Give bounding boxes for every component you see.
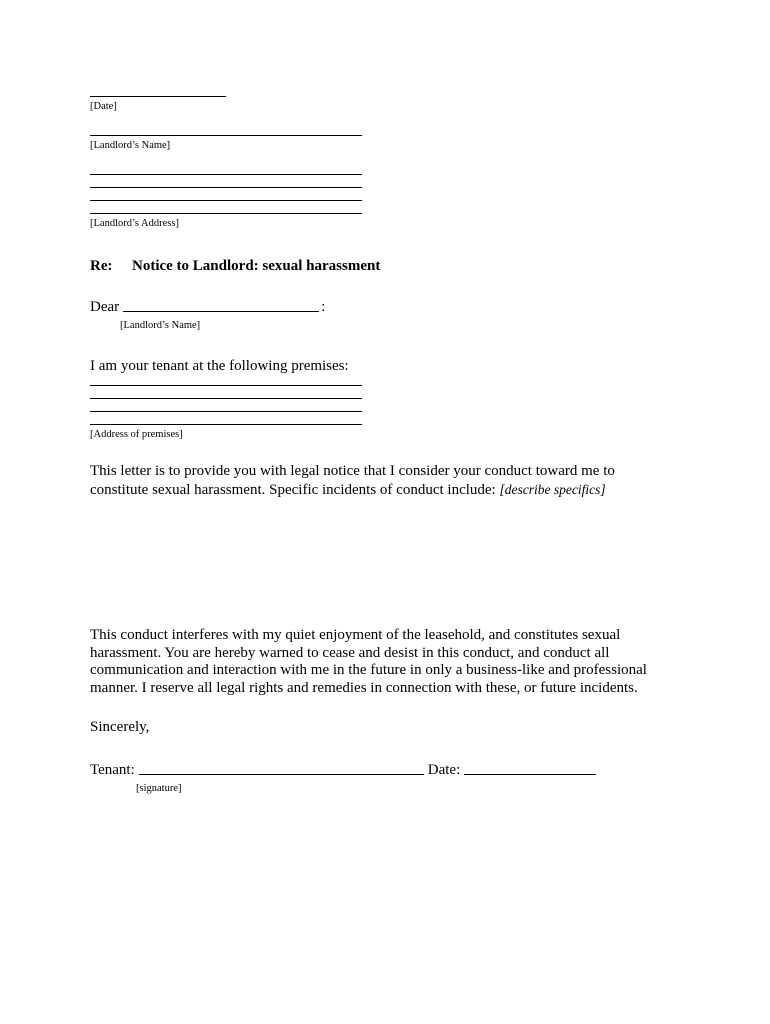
landlord-address-blank-line-3 — [90, 200, 362, 201]
salutation-blank-line — [123, 300, 319, 312]
body-paragraph-2: This conduct interferes with my quiet enjoyment of the leasehold, and constitutes sexual harassment. You are hereby warned to cease and desist in this conduct, and conduct all communication and interaction with me in the future in only a business-like and professional manner. I reserve all legal rights and remedies in connection with these, or future incidents. — [90, 627, 647, 696]
body-paragraph-1-text: This letter is to provide you with legal notice that I consider your conduct toward me to constitute sexual harassment. Specific incidents of conduct include: — [90, 463, 615, 498]
premises-blank-line-4 — [90, 424, 362, 425]
landlord-address-block — [90, 174, 660, 214]
subject-label: Re: — [90, 258, 113, 274]
landlord-address-blank-line-4 — [90, 213, 362, 214]
salutation-word: Dear — [90, 299, 120, 315]
date-blank-line — [90, 96, 226, 97]
salutation-line — [90, 299, 660, 316]
specifics-fill-area — [90, 499, 660, 627]
letter-body — [90, 96, 660, 795]
premises-intro: I am your tenant at the following premises: — [90, 358, 349, 374]
premises-caption: [Address of premises] — [90, 429, 183, 440]
subject-text: Notice to Landlord: sexual harassment — [132, 258, 381, 274]
describe-specifics-placeholder: [describe specifics] — [499, 481, 606, 497]
salutation-colon: : — [321, 299, 326, 315]
premises-blank-line-2 — [90, 398, 362, 399]
date-label: Date: — [427, 762, 461, 778]
landlord-name-caption: [Landlord’s Name] — [90, 140, 171, 151]
signature-row — [90, 762, 660, 779]
landlord-address-blank-line-2 — [90, 187, 362, 188]
premises-blank-line-1 — [90, 385, 362, 386]
landlord-address-blank-line-1 — [90, 174, 362, 175]
body-paragraph-1 — [90, 463, 660, 499]
landlord-address-caption: [Landlord’s Address] — [90, 218, 179, 229]
date-caption: [Date] — [90, 101, 117, 112]
premises-blank-line-3 — [90, 411, 362, 412]
signature-caption: [signature] — [136, 783, 182, 794]
subject-line — [90, 258, 660, 275]
spacer — [90, 152, 660, 174]
tenant-signature-blank-line — [139, 763, 424, 775]
landlord-name-blank-line — [90, 135, 362, 136]
signature-date-blank-line — [464, 763, 596, 775]
salutation-caption: [Landlord’s Name] — [120, 320, 201, 331]
closing-line: Sincerely, — [90, 719, 150, 735]
spacer — [90, 113, 660, 135]
premises-address-block — [90, 385, 660, 425]
tenant-label: Tenant: — [90, 762, 135, 778]
